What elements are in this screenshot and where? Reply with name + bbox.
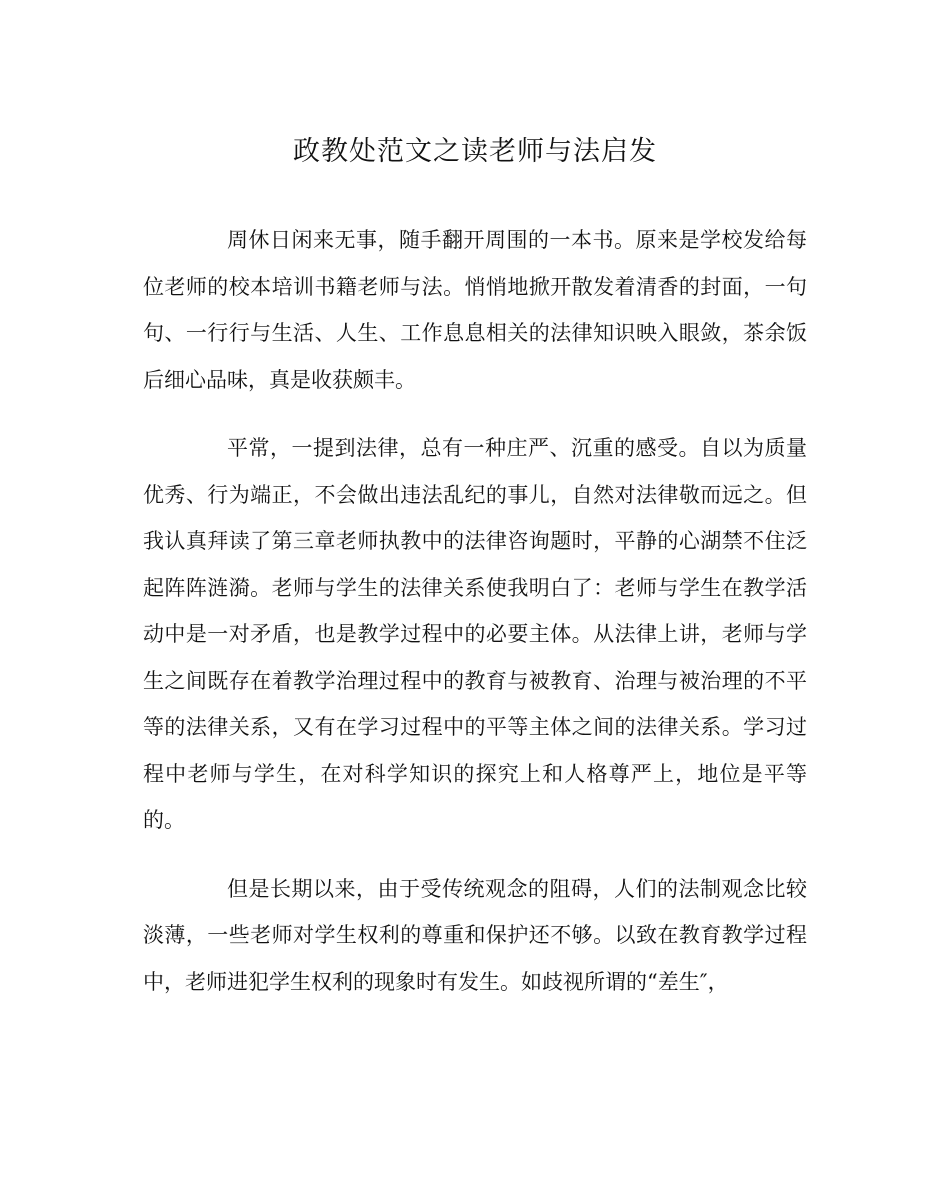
paragraph-2: 平常，一提到法律，总有一种庄严、沉重的感受。自以为质量优秀、行为端正，不会做出违法乱纪的事儿，自然对法律敬而远之。但我认真拜读了第三章老师执教中的法律咨询题时，平静的心湖禁不住泛起阵阵涟漪。老师与学生的法律关系使我明白了：老师与学生在教学活动中是一对矛盾，也是教学过程中的必要主体。从法律上讲，老师与学生之间既存在着教学治理过程中的教育与被教育、治理与被治理的不平等的法律关系，又有在学习过程中的平等主体之间的法律关系。学习过程中老师与学生，在对科学知识的探究上和人格尊严上，地位是平等的。 — [143, 436, 807, 832]
paragraph-3: 但是长期以来，由于受传统观念的阻碍，人们的法制观念比较淡薄，一些老师对学生权利的尊重和保护还不够。以致在教育教学过程中，老师进犯学生权利的现象时有发生。如歧视所谓的“差生″， — [143, 876, 807, 994]
paragraph-1: 周休日闲来无事，随手翻开周围的一本书。原来是学校发给每位老师的校本培训书籍老师与法。悄悄地掀开散发着清香的封面，一句句、一行行与生活、人生、工作息息相关的法律知识映入眼敛，茶余饭后细心品味，真是收获颇丰。 — [143, 228, 807, 392]
document-title: 政教处范文之读老师与法启发 — [293, 136, 657, 167]
document-body — [143, 217, 807, 1027]
